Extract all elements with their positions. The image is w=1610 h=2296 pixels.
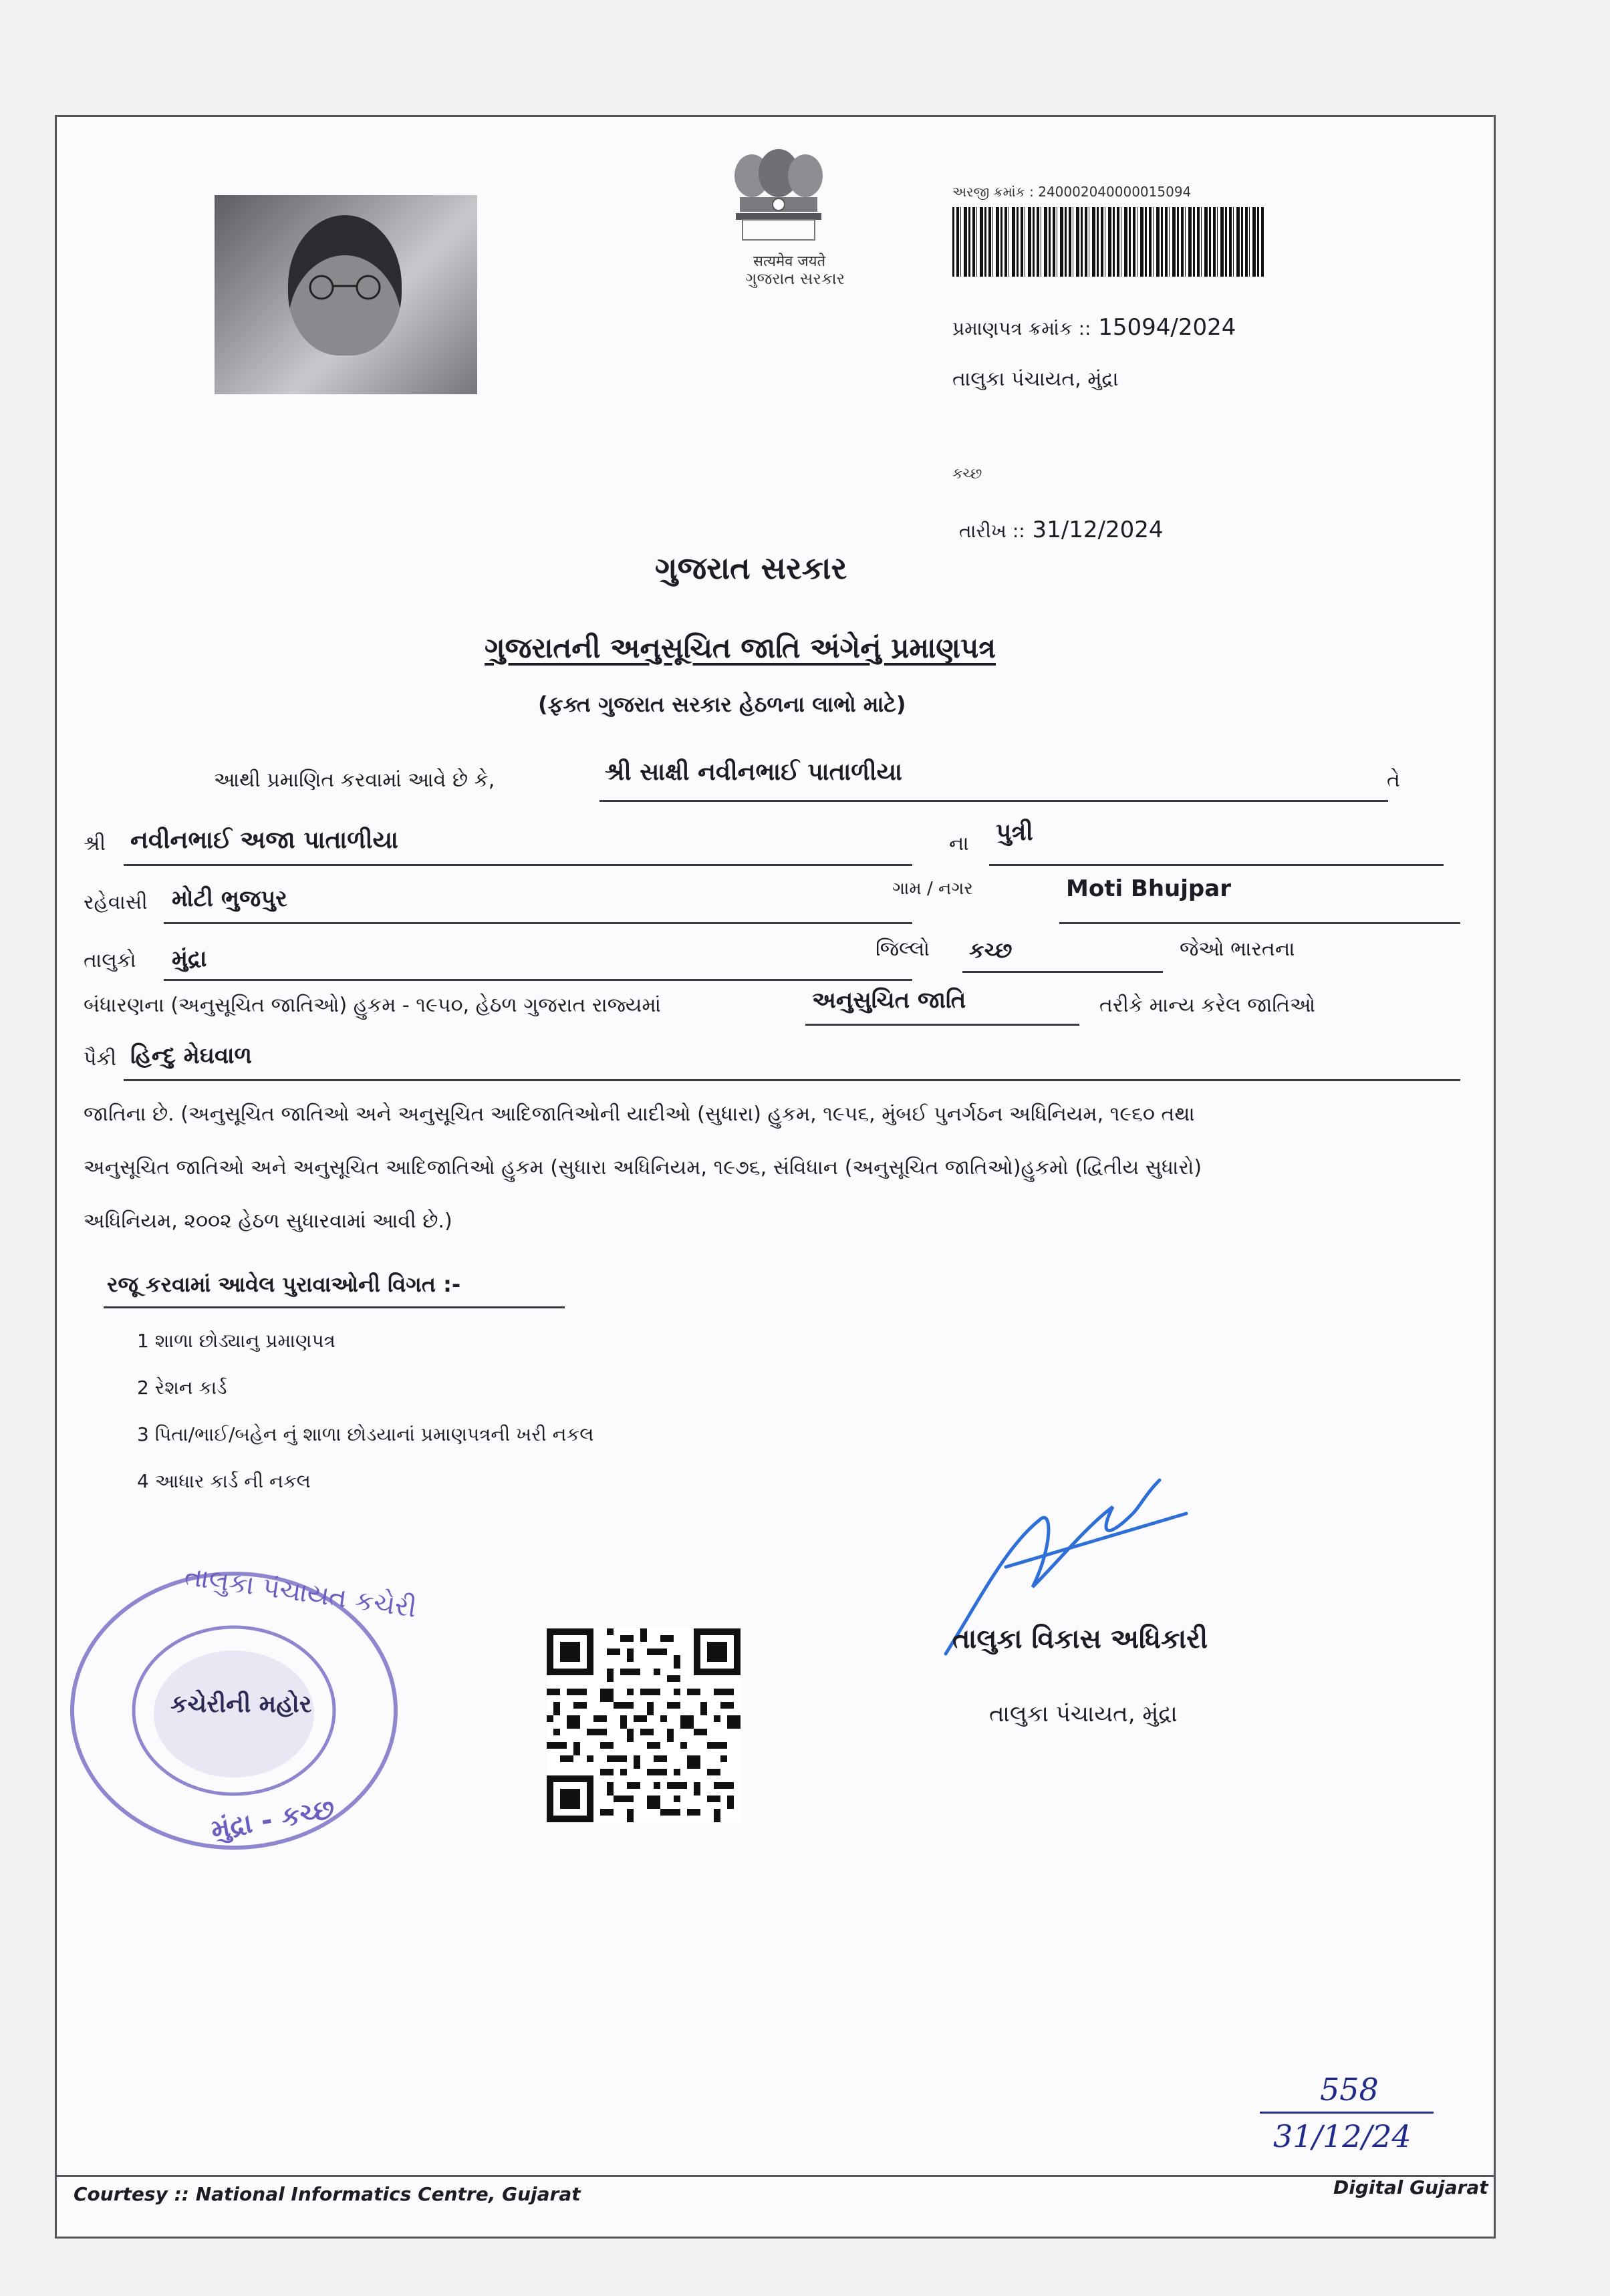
issue-date-label: તારીખ :: xyxy=(959,520,1025,542)
evidence-item: 1 શાળા છોડ્યાનુ પ્રમાણપત્ર xyxy=(137,1330,336,1352)
photo-glasses xyxy=(296,274,396,301)
application-number xyxy=(952,184,1191,200)
applicant-photo xyxy=(215,195,477,394)
paragraph-line-1: જાતિના છે. (અનુસૂચિત જાતિઓ અને અનુસૂચિત આદિજાતિઓની યાદીઓ (સુધારા) હુકમ, ૧૯૫૬, મુંબઈ પુનર્ગઠન અધિનિયમ, ૧૯૬૦ તથા xyxy=(84,1103,1195,1126)
issue-date-value: 31/12/2024 xyxy=(1032,517,1164,543)
handwritten-date: 31/12/24 xyxy=(1273,2118,1412,2154)
evidence-item: 3 પિતા/ભાઈ/બહેન નું શાળા છોડયાનાં પ્રમાણપત્રની ખરી નકલ xyxy=(137,1423,594,1445)
village-value: Moti Bhujpar xyxy=(1066,875,1231,902)
government-title: ગુજરાત સરકાર xyxy=(655,550,847,586)
certificate-number xyxy=(952,314,1236,341)
issue-date xyxy=(959,517,1163,543)
certificate-number-label: પ્રમાણપત્ર ક્રમાંક :: xyxy=(952,317,1091,339)
footer-courtesy: Courtesy :: National Informatics Centre, Gujarat xyxy=(74,2183,581,2205)
evidence-item: 4 આધાર કાર્ડ ની નકલ xyxy=(137,1470,311,1492)
district-label: જિલ્લો xyxy=(876,938,930,961)
paragraph-line-2: અનુસૂચિત જાતિઓ અને અનુસૂચિત આદિજાતિઓ હુકમ (સુધારા અધિનિયમ, ૧૯૭૬, સંવિધાન (અનુસૂચિત જાતિઓ)હુકમો (દ્વિતીય સુધારો) xyxy=(84,1156,1202,1179)
evidence-item: 2 રેશન કાર્ડ xyxy=(137,1377,227,1399)
emblem-caption: ગુજરાત સરકાર xyxy=(745,269,845,288)
lion-capital-icon xyxy=(678,149,879,249)
stamp-center-text: કચેરીની મહોર xyxy=(170,1691,312,1718)
certificate-title: ગુજરાતની અનુસૂચિત જાતિ અંગેનું પ્રમાણપત્ર xyxy=(485,631,996,664)
evidence-heading: રજૂ કરવામાં આવેલ પુરાવાઓની વિગત :- xyxy=(107,1272,461,1297)
signatory-office: તાલુકા પંચાયત, મુંદ્રા xyxy=(989,1701,1178,1727)
caste-value: હિન્દુ મેઘવાળ xyxy=(130,1042,252,1069)
relation-value: પુત્રી xyxy=(996,819,1033,846)
handwritten-number: 558 xyxy=(1320,2071,1379,2108)
signatory-title: તાલુકા વિકાસ અધિકારી xyxy=(952,1624,1208,1655)
application-number-value: 240002040000015094 xyxy=(1038,184,1192,200)
office-stamp xyxy=(63,1557,418,1867)
issuing-office: તાલુકા પંચાયત, મુંદ્રા xyxy=(952,368,1119,391)
qr-code xyxy=(547,1628,741,1822)
certificate-number-value: 15094/2024 xyxy=(1098,314,1236,341)
category-value: અનુસુચિત જાતિ xyxy=(812,987,966,1014)
village-label: ગામ / નગર xyxy=(892,879,973,899)
among-label: પૈકી xyxy=(84,1047,117,1070)
recognized-text: તરીકે માન્ય કરેલ જાતિઓ xyxy=(1099,994,1316,1017)
state-emblem xyxy=(678,149,879,288)
certificate-sheet xyxy=(55,115,1496,2239)
certify-text: આથી પ્રમાણિત કરવામાં આવે છે કે, xyxy=(214,768,495,792)
stamp-bottom-text: મુંદ્રા - કચ્છ xyxy=(209,1793,338,1846)
te-text: તે xyxy=(1387,768,1400,792)
barcode xyxy=(952,207,1265,277)
district-value: કચ્છ xyxy=(969,938,1013,963)
india-text: જેઓ ભારતના xyxy=(1180,938,1295,961)
paragraph-line-3: અધિનિયમ, ૨૦૦૨ હેઠળ સુધારવામાં આવી છે.) xyxy=(84,1209,452,1233)
parent-name: નવીનભાઈ અજા પાતાળીયા xyxy=(130,827,398,854)
constitution-text: બંધારણના (અનુસૂચિત જાતિઓ) હુકમ - ૧૯૫૦, હેઠળ ગુજરાત રાજ્યમાં xyxy=(84,994,661,1017)
application-number-label: અરજી ક્રમાંક : xyxy=(952,184,1034,200)
applicant-name: શ્રી સાક્ષી નવીનભાઈ પાતાળીયા xyxy=(605,758,902,786)
district-small: કચ્છ xyxy=(952,466,982,482)
stamp-ring-text: તાલુકા પંચાયત કચેરી xyxy=(182,1560,418,1624)
resident-value: મોટી ભુજપુર xyxy=(172,885,287,912)
certificate-subtitle: (ફક્ત ગુજરાત સરકાર હેઠળના લાભો માટે) xyxy=(538,692,906,717)
emblem-motto: सत्यमेव जयते xyxy=(753,253,826,270)
resident-label: રહેવાસી xyxy=(84,891,148,914)
footer-digital-gujarat: Digital Gujarat xyxy=(1333,2176,1488,2198)
taluka-value: મુંદ્રા xyxy=(172,946,207,972)
shri-label: શ્રી xyxy=(84,832,106,855)
na-text: ના xyxy=(949,832,969,855)
taluka-label: તાલુકો xyxy=(84,949,136,972)
